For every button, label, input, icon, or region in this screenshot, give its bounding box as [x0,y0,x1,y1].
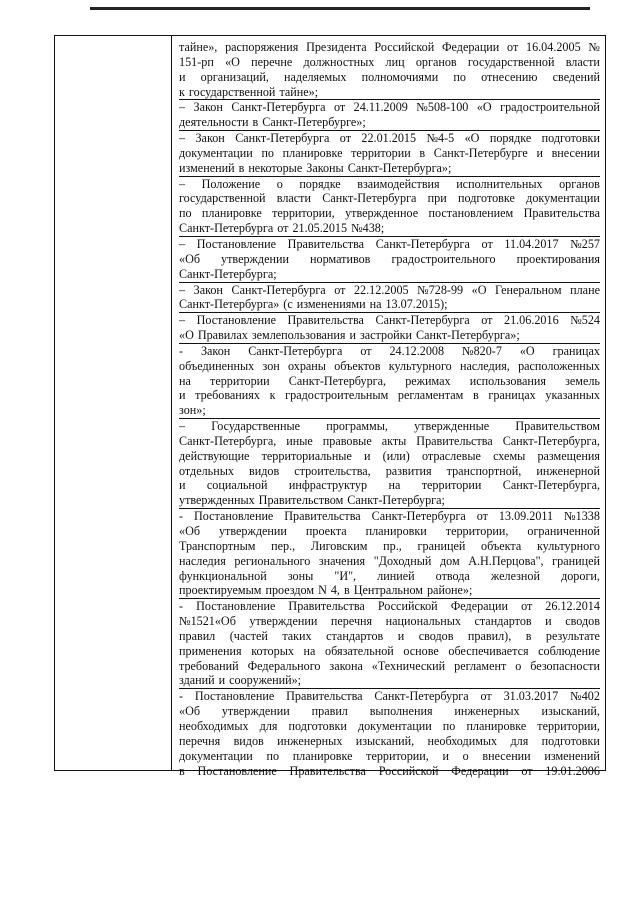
text-line: зданий и сооружений»; [179,673,302,688]
text-line: и социальной инфраструктур на территории Санкт-Петербурга, [179,478,600,493]
text-line: утвержденных Правительством Санкт-Петербурга; [179,493,445,508]
list-item [179,598,600,688]
text-line: – Закон Санкт-Петербурга от 22.12.2005 №728-99 «О Генеральном плане [179,282,600,297]
text-line: наследия регионального значения "Доходный дом А.Н.Перцова", границей [179,553,600,568]
text-line: – Закон Санкт-Петербурга от 22.01.2015 №4-5 «О порядке подготовки [179,131,600,146]
text-line: Санкт-Петербурга от 21.05.2015 №438; [179,221,385,236]
text-line: правил (частей таких стандартов и сводов правил), в результате [179,628,600,643]
text-line: – Государственные программы, утвержденные Правительством [179,419,600,434]
text-line: применения которых на обязательной основе обеспечивается соблюдение [179,643,600,658]
text-line: – Постановление Правительства Санкт-Петербурга от 11.04.2017 №257 [179,236,600,251]
text-line: к государственной тайне»; [179,84,319,99]
text-line: документации по планировке территории, и о внесении изменений [179,748,600,763]
list-item [179,40,600,99]
text-line: - Закон Санкт-Петербурга от 24.12.2008 №820-7 «О границах [179,343,600,358]
list-item [179,508,600,598]
text-line: необходимых для подготовки документации по планировке территории, [179,718,600,733]
document-table [54,35,606,778]
text-line: документации по планировке территории в Санкт-Петербурге и внесении [179,145,600,160]
text-line: проектируемым проездом N 4, в Центральном районе»; [179,583,473,598]
list-item [179,282,600,313]
text-line: Санкт-Петербурга; [179,266,277,281]
scan-edge-line [90,7,590,10]
text-line: отдельных видов строительства, развития транспортной, инженерной [179,463,600,478]
list-item [179,176,600,236]
text-line: - Постановление Правительства Санкт-Петербурга от 31.03.2017 №402 [179,689,600,704]
text-line: - Постановление Правительства Санкт-Петербурга от 13.09.2011 №1338 [179,509,600,524]
list-item [179,99,600,130]
text-line: – Постановление Правительства Санкт-Петербурга от 21.06.2016 №524 [179,313,600,328]
text-line: изменений в некоторые Законы Санкт-Петербурга»; [179,160,452,175]
text-line: на территории Санкт-Петербурга, режимах использования земель [179,373,600,388]
text-line: №1521«Об утверждении перечня национальных стандартов и сводов [179,614,600,629]
text-line: Санкт-Петербурга, иные правовые акты Правительства Санкт-Петербурга, [179,433,600,448]
list-item [179,343,600,418]
text-line: и требованиях к градостроительным регламентам в границах указанных [179,388,600,403]
list-item [179,418,600,508]
text-line: зон»; [179,403,206,418]
text-line: «Об утверждении нормативов градостроительного проектирования [179,251,600,266]
text-line: - Постановление Правительства Российской Федерации от 26.12.2014 [179,599,600,614]
text-line: «Об утверждении проекта планировки территории, ограниченной [179,524,600,538]
list-item [179,312,600,343]
text-line: по планировке территории, утвержденное постановлением Правительства [179,206,600,221]
text-line: перечня видов инженерных изысканий, необходимых для подготовки [179,733,600,748]
text-line: тайне», распоряжения Президента Российской Федерации от 16.04.2005 № [179,40,600,54]
text-line: государственной власти Санкт-Петербурга при подготовке документации [179,191,600,206]
text-line: деятельности в Санкт-Петербурге»; [179,115,366,130]
text-line: – Положение о порядке взаимодействия исполнительных органов [179,176,600,191]
text-line: Санкт-Петербурга» (с изменениями на 13.07.2015); [179,297,448,312]
list-item [179,688,600,778]
text-cell [179,40,600,778]
column-divider [171,36,172,770]
text-line: 151-рп «О перечне должностных лиц органов государственной власти [179,54,600,69]
list-item [179,130,600,176]
text-line: функциональной зоны "И", линией отвода железной дороги, [179,568,600,583]
text-line: Транспортным пер., Лиговским пр., границей объекта культурного [179,538,600,553]
text-line: «О Правилах землепользования и застройки Санкт-Петербурга»; [179,328,520,343]
text-line: требований Федерального закона «Технический регламент о безопасности [179,658,600,673]
text-line: «Об утверждении правил выполнения инженерных изысканий, [179,704,600,719]
text-line: и организаций, наделяемых полномочиями по отнесению сведений [179,69,600,84]
list-item [179,236,600,282]
text-line: объединенных зон охраны объектов культурного наследия, расположенных [179,358,600,373]
text-line: действующие территориальные и (или) отраслевые схемы размещения [179,448,600,463]
text-line: – Закон Санкт-Петербурга от 24.11.2009 №508-100 «О градостроительной [179,100,600,115]
text-line: в Постановление Правительства Российской Федерации от 19.01.2006 [179,763,600,778]
